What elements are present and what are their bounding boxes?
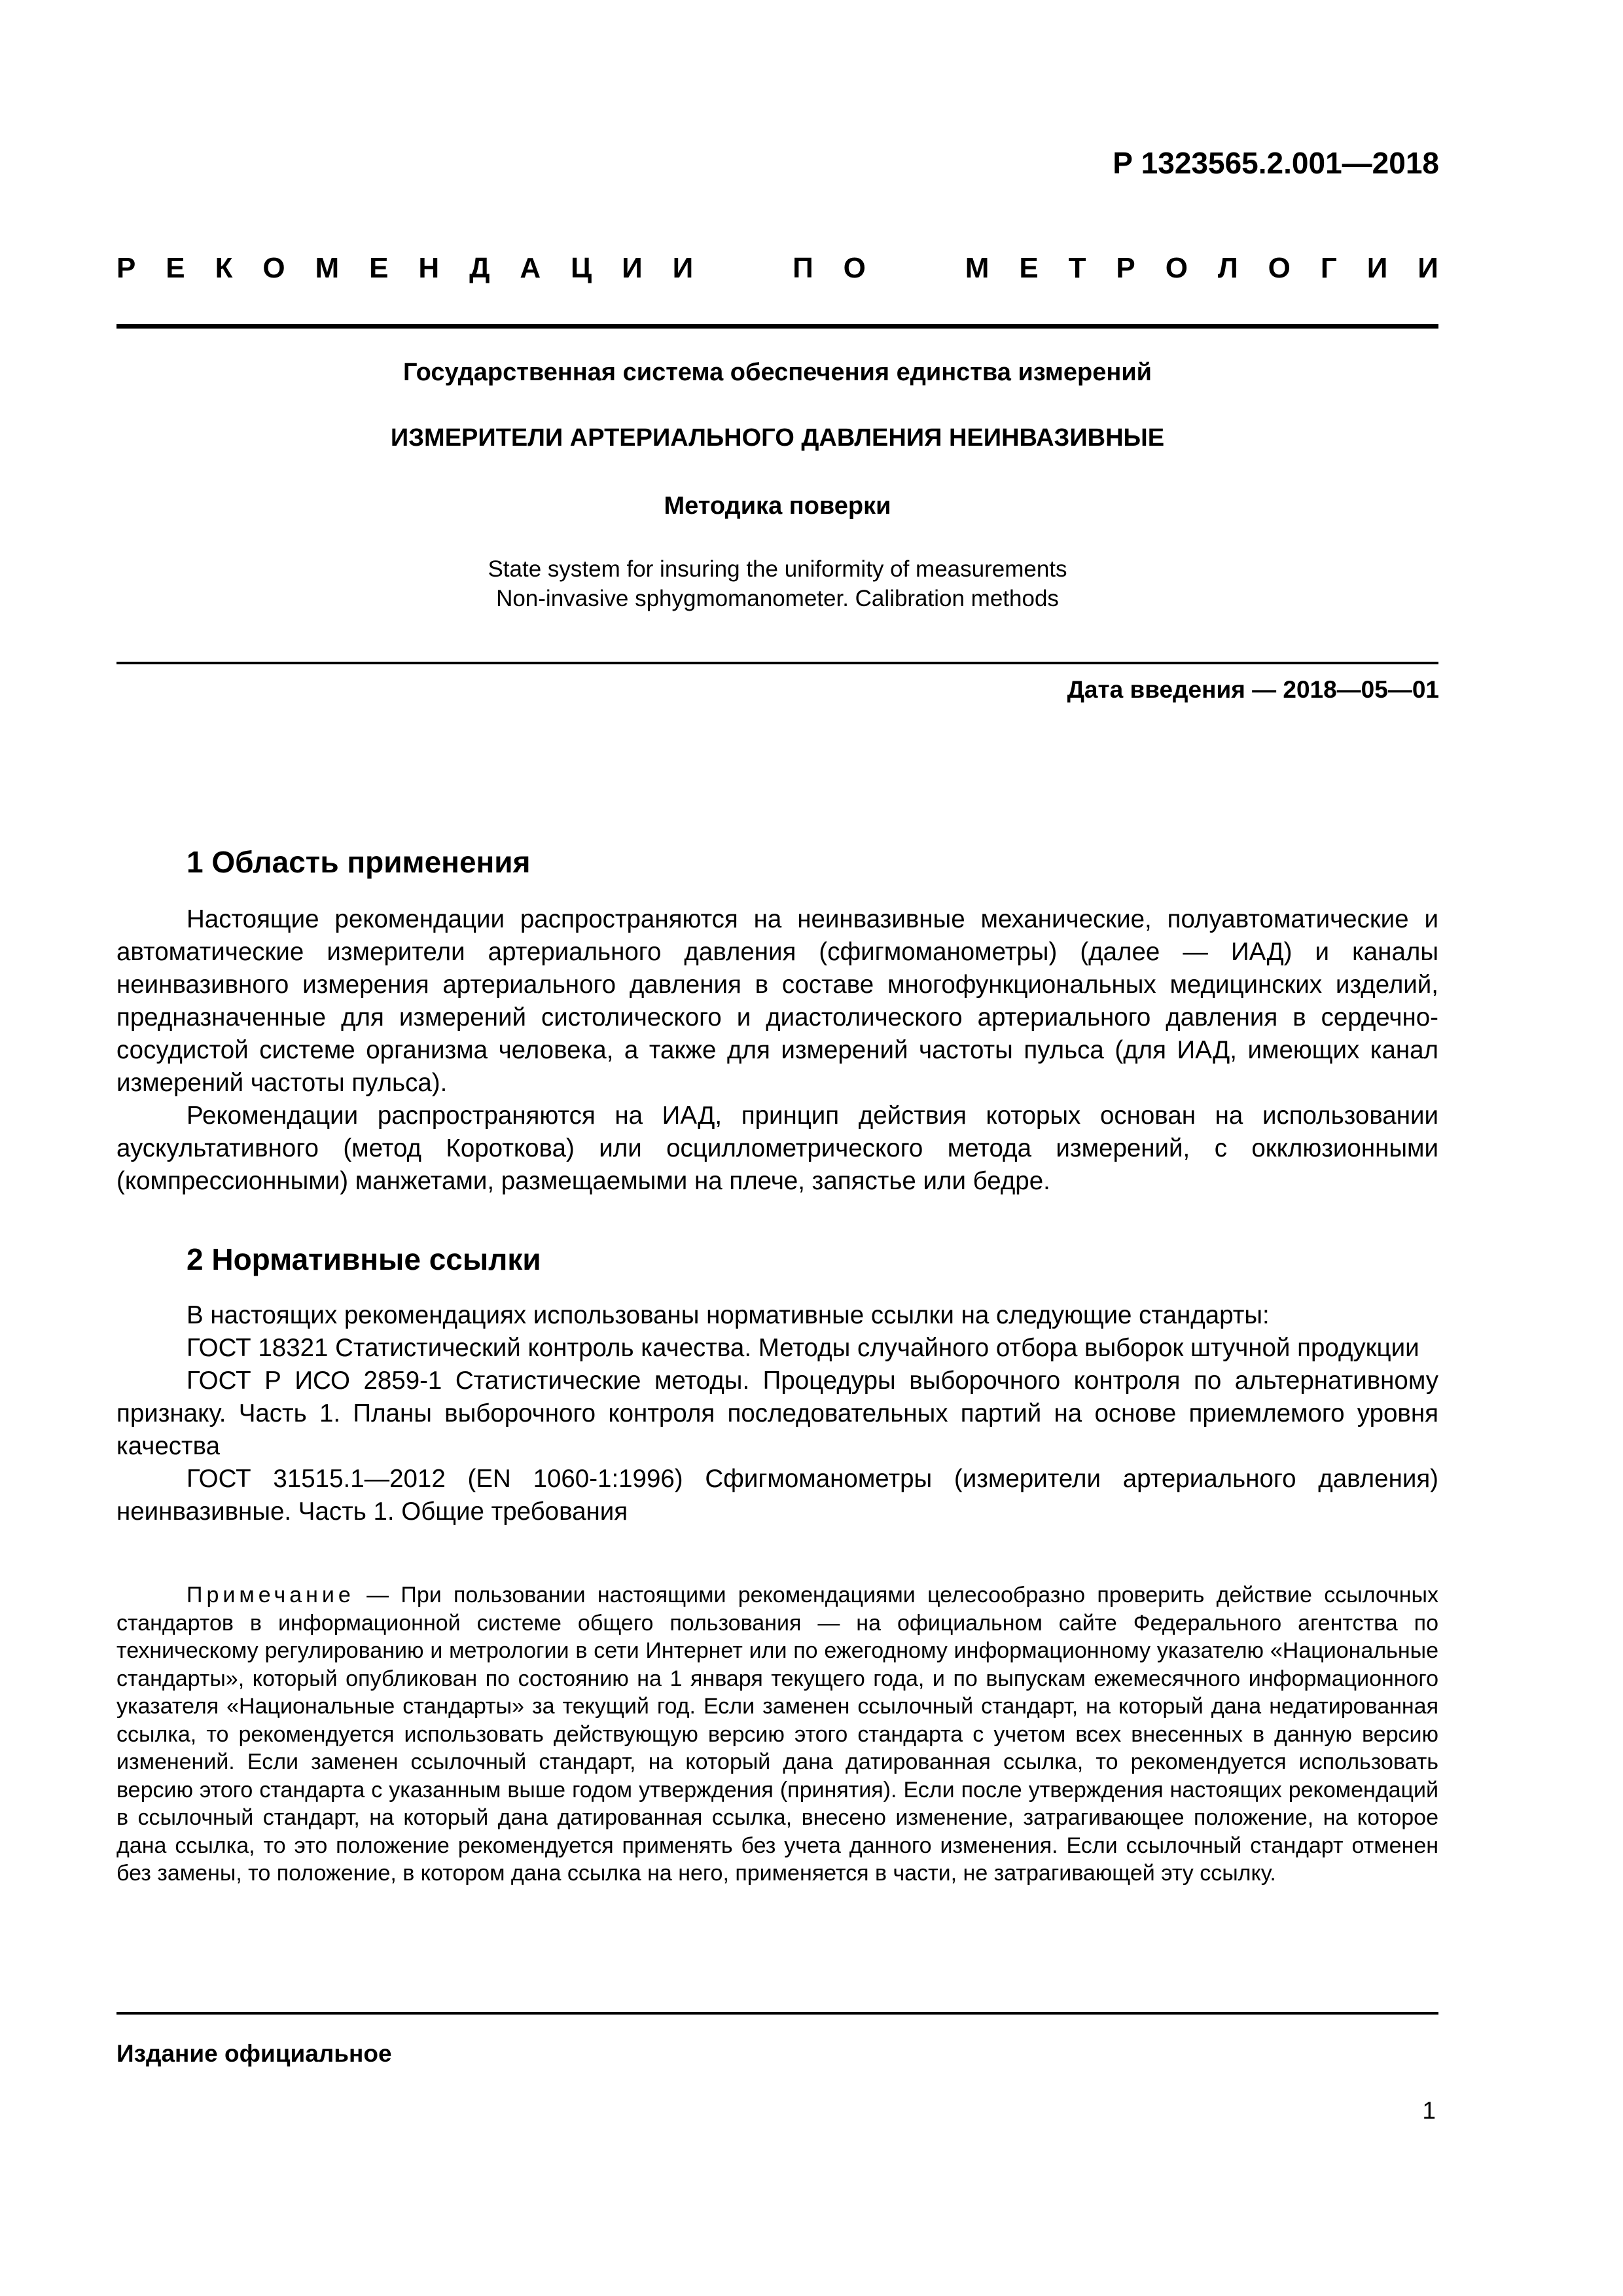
series-letter: Г <box>1320 252 1337 284</box>
introduction-date: Дата введения — 2018—05—01 <box>1067 676 1439 703</box>
series-letter: О <box>1268 252 1291 284</box>
series-letter: И <box>1418 252 1438 284</box>
paragraph: Настоящие рекомендации распространяются на неинвазивные механические, полуавтоматические и автоматические измерители артериального давления (сфигмоманометры) (далее — ИАД) и каналы неинвазивного измерения артериального давления в составе многофункциональных медицинских изделий, предназначенные для измерений систолического и диастолического артериального давления в сердечно-сосудистой системе организма человека, а также для измерений частоты пульса (для ИАД, имеющих канал измерений частоты пульса). <box>116 905 1438 1097</box>
note-text: — При пользовании настоящими рекомендациями целесообразно проверить действие ссылочных стандартов в информационной системе общего пользования — на официальном сайте Федерального агентства по техническому регулированию и метрологии в сети Интернет или по ежегодному информационному указателю «Национальные стандарты», который опубликован по состоянию на 1 января текущего года, и по выпускам ежемесячного информационного указателя «Национальные стандарты» за текущий год. Если заменен ссылочный стандарт, на который дана недатированная ссылка, то рекомендуется использовать действующую версию этого стандарта с учетом всех внесенных в данную версию изменений. Если заменен ссылочный стандарт, на который дана датированная ссылка, то рекомендуется использовать версию этого стандарта с указанным выше годом утверждения (принятия). Если после утверждения настоящих рекомендаций в ссылочный стандарт, на который дана датированная ссылка, внесено изменение, затрагивающее положение, на которое дана ссылка, то это положение рекомендуется применять без учета данного изменения. Если ссылочный стандарт отменен без замены, то положение, в котором дана ссылка на него, применяется в части, не затрагивающей эту ссылку. <box>116 1583 1438 1886</box>
series-letter: О <box>1165 252 1188 284</box>
series-letter: П <box>793 252 813 284</box>
note-paragraph <box>116 1581 1438 1888</box>
series-letter: Л <box>1217 252 1238 284</box>
series-letter: Е <box>369 252 389 284</box>
reference-item: ГОСТ 31515.1—2012 (EN 1060-1:1996) Сфигмоманометры (измерители артериального давления) неинвазивные. Часть 1. Общие требования <box>116 1465 1438 1526</box>
section-2-heading: 2 Нормативные ссылки <box>187 1242 541 1276</box>
edition-label: Издание официальное <box>116 2040 392 2067</box>
section-2-body <box>116 1299 1438 1528</box>
series-letter: И <box>1366 252 1388 284</box>
document-number: Р 1323565.2.001—2018 <box>1113 146 1439 180</box>
note-block <box>116 1581 1438 1888</box>
reference-item: ГОСТ 18321 Статистический контроль качества. Методы случайного отбора выборок штучной продукции <box>187 1334 1419 1362</box>
series-letter: О <box>262 252 285 284</box>
title-divider <box>116 662 1438 664</box>
footer-divider <box>116 2012 1438 2015</box>
section-1-body <box>116 903 1438 1198</box>
main-title: ИЗМЕРИТЕЛИ АРТЕРИАЛЬНОГО ДАВЛЕНИЯ НЕИНВАЗИВНЫЕ <box>390 424 1165 452</box>
series-word-gap <box>723 252 762 285</box>
series-letter: И <box>622 252 643 284</box>
series-letter: М <box>965 252 990 284</box>
system-title: Государственная система обеспечения единства измерений <box>402 359 1152 386</box>
note-label: Примечание <box>187 1583 355 1607</box>
series-letter: Р <box>116 252 136 284</box>
series-word-gap <box>896 252 935 285</box>
series-title <box>116 252 1438 285</box>
reference-item: ГОСТ Р ИСО 2859-1 Статистические методы. Процедуры выборочного контроля по альтернативному признаку. Часть 1. Планы выборочного контроля последовательных партий на основе приемлемого уровня качества <box>116 1367 1438 1460</box>
sub-title: Методика поверки <box>664 492 891 520</box>
english-title-line-1: State system for insuring the uniformity of measurements <box>488 556 1067 582</box>
series-letter: Р <box>1116 252 1135 284</box>
series-letter: А <box>520 252 541 284</box>
series-letter: Ц <box>571 252 592 284</box>
series-letter: Е <box>166 252 185 284</box>
series-letter: Д <box>469 252 490 284</box>
english-title-line-2: Non-invasive sphygmomanometer. Calibration methods <box>496 586 1059 611</box>
section-1-heading: 1 Область применения <box>187 845 531 879</box>
paragraph: Рекомендации распространяются на ИАД, принцип действия которых основан на использовании аускультативного (метод Короткова) или осциллометрического метода измерений, с окклюзионными (компрессионными) манжетами, размещаемыми на плече, запястье или бедре. <box>116 1102 1438 1195</box>
series-letter: Е <box>1019 252 1039 284</box>
series-letter: М <box>315 252 340 284</box>
page-number: 1 <box>1422 2097 1436 2124</box>
paragraph: В настоящих рекомендациях использованы нормативные ссылки на следующие стандарты: <box>187 1301 1270 1329</box>
series-letter: И <box>672 252 694 284</box>
series-letter: Н <box>418 252 440 284</box>
series-letter: О <box>843 252 866 284</box>
series-letter: К <box>215 252 233 284</box>
top-divider <box>116 324 1438 329</box>
series-letter: Т <box>1068 252 1086 284</box>
